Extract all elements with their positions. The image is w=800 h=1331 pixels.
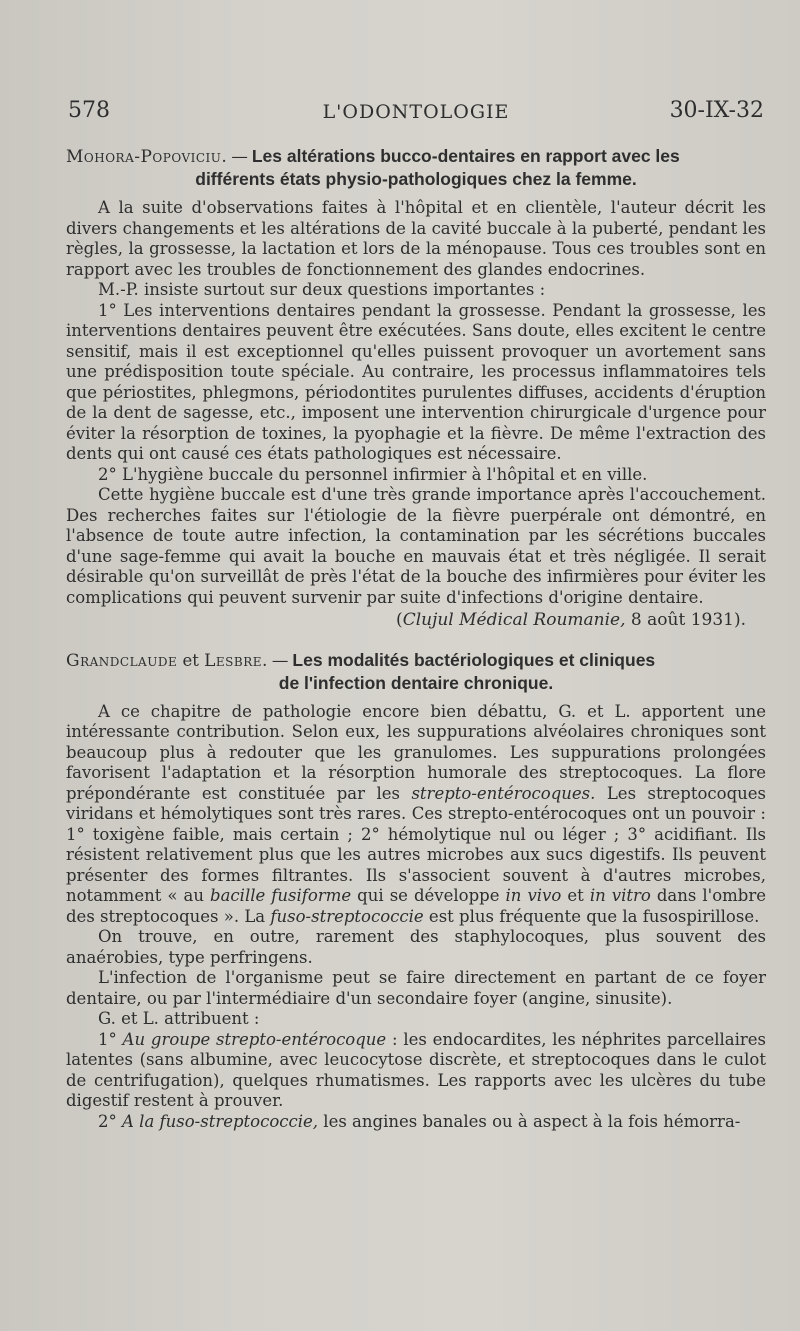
italic-term: in vitro bbox=[589, 886, 651, 905]
article2-paragraph-4: G. et L. attribuent : bbox=[98, 1009, 260, 1028]
article1-paragraph-2: M.-P. insiste surtout sur deux questions importantes : bbox=[98, 280, 546, 299]
text-run: : les endocardites, les néphrites parcellaires latentes (sans albumine, avec leucocytose discrète, et streptocoques dans le culot de centrifugation), quelques rhumatismes. Les rapports avec les ulcères du tube digestif restent à prouver. bbox=[66, 1029, 766, 1110]
article2-dash: — bbox=[271, 650, 289, 670]
italic-term: fuso-streptococcie bbox=[270, 906, 424, 926]
italic-term: strepto-entérocoques. bbox=[411, 783, 596, 803]
citation-source: Clujul Médical Roumanie, bbox=[402, 610, 626, 630]
text-run: Les streptocoques viridans et hémolytiques sont très rares. Ces strepto-entérocoques ont un pouvoir : 1° toxigène faible, mais certain ; 2° hémolytique nul ou léger ; 3° acidifiant. Ils résistent relativement plus que les autres microbes aux sucs digestifs. Ils peuvent présenter des formes filtrantes. Ils s'associent souvent à d'autres microbes, notamment « au bbox=[66, 783, 766, 905]
article1-paragraph-1: A la suite d'observations faites à l'hôpital et en clientèle, l'auteur décrit les divers changements et les altérations de la cavité buccale à la puberté, pendant les règles, la grossesse, la lactation et lors de la ménopause. Tous ces troubles sont en rapport avec les troubles de fonctionnement des glandes endocrines. bbox=[66, 198, 766, 279]
article1-title-line2: différents états physio-pathologiques chez la femme. bbox=[195, 169, 637, 189]
text-run: dans l'ombre des streptocoques ». La bbox=[66, 886, 766, 926]
running-header bbox=[68, 98, 764, 128]
article1-dash: — bbox=[231, 147, 248, 166]
article1-heading bbox=[66, 145, 766, 190]
page-body bbox=[66, 145, 766, 1132]
italic-term: in vivo bbox=[505, 886, 562, 905]
article2-paragraph-1 bbox=[66, 702, 766, 928]
article2-paragraph-6 bbox=[66, 1112, 766, 1133]
text-run: A ce chapitre de pathologie encore bien débattu, G. et L. apportent une intéressante contribution. Selon eux, les suppurations alvéolaires chroniques sont beaucoup plus à redouter que les granulomes. Les suppurations prolongées favorisent l'adaptation et la résorption humorale des streptocoques. La flore prépondérante est constituée par les bbox=[66, 701, 766, 803]
article2-author2: Lesbre. bbox=[204, 650, 268, 671]
journal-title: L'ODONTOLOGIE bbox=[322, 101, 510, 123]
article1-title-line1: Les altérations bucco-dentaires en rapport avec les bbox=[251, 146, 680, 166]
article1-paragraph-3: 1° Les interventions dentaires pendant la grossesse. Pendant la grossesse, les interventions dentaires peuvent être exécutées. Sans doute, elles excitent le centre sensitif, mais il est exceptionnel qu'elles puissent provoquer un avortement sans une prédisposition toute spéciale. Au contraire, les processus inflammatoires tels que périostites, phlegmons, périodontites purulentes diffuses, accidents d'éruption de la dent de sagesse, etc., imposent une intervention chirurgicale d'urgence pour éviter la résorption de toxines, la pyophagie et la fièvre. De même l'extraction des dents qui ont causé ces états pathologiques est nécessaire. bbox=[66, 300, 766, 463]
page-number: 578 bbox=[68, 98, 110, 123]
article1-author: Mohora-Popoviciu. bbox=[66, 147, 228, 167]
article2-title-line1: Les modalités bactériologiques et cliniques bbox=[292, 649, 656, 670]
italic-term: A la fuso-streptococcie, bbox=[122, 1111, 319, 1131]
article2-author: Grandclaude bbox=[66, 650, 178, 671]
text-run: qui se développe bbox=[351, 886, 506, 905]
article2-paragraph-2: On trouve, en outre, rarement des staphylocoques, plus souvent des anaérobies, type perfringens. bbox=[66, 927, 766, 967]
text-run: 2° bbox=[98, 1111, 122, 1131]
text-run: 1° bbox=[98, 1029, 123, 1049]
article1-paragraph-5: Cette hygiène buccale est d'une très grande importance après l'accouchement. Des recherches faites sur l'étiologie de la fièvre puerpérale ont démontré, en l'absence de toute autre infection, la contamination par les sécrétions buccales d'une sage-femme qui avait la bouche en mauvais état et très négligée. Il serait désirable qu'on surveillât de près l'état de la bouche des infirmières pour éviter les complications qui peuvent survenir par suite d'infections d'origine dentaire. bbox=[66, 485, 766, 607]
issue-date: 30-IX-32 bbox=[669, 98, 764, 123]
italic-term: Au groupe strepto-entérocoque bbox=[122, 1029, 387, 1049]
article2-paragraph-3: L'infection de l'organisme peut se faire directement en partant de ce foyer dentaire, ou par l'intermédiaire d'un secondaire foyer (angine, sinusite). bbox=[66, 968, 766, 1008]
article2-heading bbox=[66, 649, 766, 694]
article1-citation bbox=[66, 610, 746, 631]
text-run: est plus fréquente que la fusospirillose. bbox=[423, 906, 760, 926]
article2-paragraph-5 bbox=[66, 1030, 766, 1112]
citation-date: 8 août 1931). bbox=[625, 610, 746, 630]
citation-open: ( bbox=[396, 610, 403, 630]
italic-term: bacille fusiforme bbox=[210, 886, 352, 905]
article2-title-line2: de l'infection dentaire chronique. bbox=[278, 672, 554, 693]
article2-et: et bbox=[182, 650, 199, 670]
text-run: et bbox=[561, 886, 590, 905]
text-run: les angines banales ou à aspect à la fois hémorra- bbox=[318, 1111, 741, 1131]
article1-paragraph-4: 2° L'hygiène buccale du personnel infirmier à l'hôpital et en ville. bbox=[98, 464, 648, 484]
